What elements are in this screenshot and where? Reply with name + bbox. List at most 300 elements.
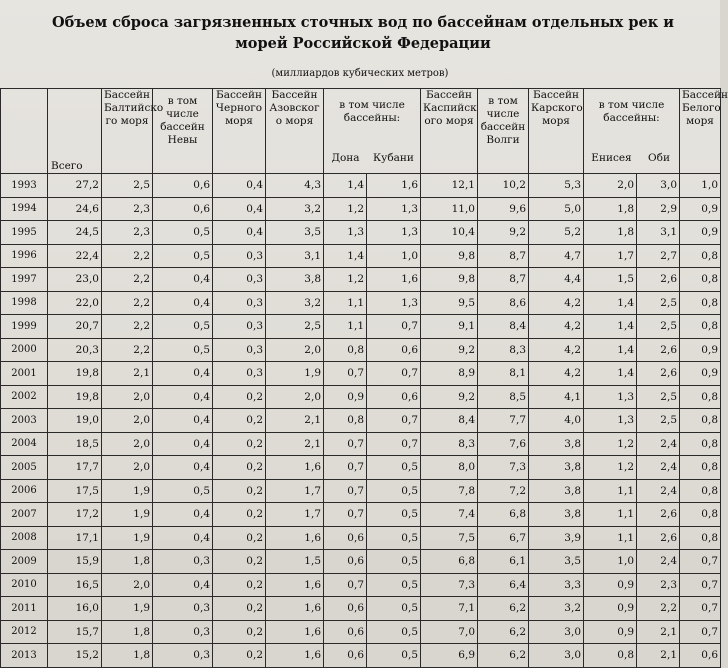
cell-kara: 3,5	[529, 550, 584, 574]
cell-kara: 3,0	[529, 644, 584, 668]
cell-caspian: 7,1	[421, 597, 478, 621]
cell-neva: 0,4	[153, 503, 213, 527]
header-yenisei: Енисея	[591, 152, 632, 164]
cell-kara: 4,2	[529, 362, 584, 386]
cell-kuban: 1,3	[367, 197, 421, 221]
cell-yenisei: 1,4	[584, 291, 637, 315]
cell-yenisei: 1,1	[584, 479, 637, 503]
cell-neva: 0,5	[153, 315, 213, 339]
year-cell: 1996	[1, 244, 48, 268]
table-row	[1, 268, 721, 292]
cell-baltic: 2,1	[102, 362, 153, 386]
cell-black-sea: 0,2	[213, 432, 266, 456]
cell-ob: 2,5	[637, 315, 680, 339]
cell-yenisei: 1,1	[584, 526, 637, 550]
header-total: Всего	[48, 89, 102, 174]
cell-yenisei: 1,2	[584, 432, 637, 456]
cell-total: 16,0	[48, 597, 102, 621]
data-table	[0, 88, 728, 668]
cell-total: 24,5	[48, 221, 102, 245]
cell-total: 19,0	[48, 409, 102, 433]
cell-volga: 6,1	[478, 550, 529, 574]
table-row	[1, 385, 721, 409]
cell-don: 0,8	[324, 338, 367, 362]
cell-yenisei: 1,4	[584, 315, 637, 339]
cell-caspian: 8,0	[421, 456, 478, 480]
cell-azov: 2,5	[266, 315, 324, 339]
table-row	[1, 456, 721, 480]
cell-yenisei: 0,9	[584, 620, 637, 644]
cell-volga: 6,4	[478, 573, 529, 597]
cell-kara: 4,4	[529, 268, 584, 292]
cell-don: 0,9	[324, 385, 367, 409]
cell-black-sea: 0,2	[213, 503, 266, 527]
header-azov-subgroup	[324, 89, 421, 174]
cell-azov: 1,6	[266, 573, 324, 597]
cell-don: 0,6	[324, 597, 367, 621]
cell-baltic: 2,3	[102, 197, 153, 221]
cell-black-sea: 0,2	[213, 550, 266, 574]
cell-kara: 5,2	[529, 221, 584, 245]
cell-caspian: 8,9	[421, 362, 478, 386]
year-cell: 1998	[1, 291, 48, 315]
cell-baltic: 2,0	[102, 432, 153, 456]
cell-total: 27,2	[48, 174, 102, 198]
year-cell: 1999	[1, 315, 48, 339]
cell-ob: 2,6	[637, 338, 680, 362]
cell-yenisei: 1,2	[584, 456, 637, 480]
table-row	[1, 362, 721, 386]
cell-black-sea: 0,2	[213, 573, 266, 597]
cell-kara: 5,0	[529, 197, 584, 221]
header-ob: Оби	[648, 152, 670, 164]
cell-yenisei: 1,1	[584, 503, 637, 527]
cell-kara: 3,3	[529, 573, 584, 597]
cell-white-sea: 0,8	[680, 268, 721, 292]
cell-volga: 8,3	[478, 338, 529, 362]
cell-neva: 0,4	[153, 268, 213, 292]
cell-azov: 2,0	[266, 385, 324, 409]
cell-white-sea: 0,9	[680, 221, 721, 245]
cell-black-sea: 0,4	[213, 174, 266, 198]
cell-kara: 4,0	[529, 409, 584, 433]
header-white-sea: Бассейн Белого моря	[680, 89, 721, 174]
cell-kuban: 0,7	[367, 362, 421, 386]
cell-kuban: 0,5	[367, 597, 421, 621]
table-row	[1, 221, 721, 245]
cell-black-sea: 0,2	[213, 597, 266, 621]
cell-white-sea: 0,8	[680, 526, 721, 550]
cell-black-sea: 0,3	[213, 244, 266, 268]
cell-volga: 6,7	[478, 526, 529, 550]
cell-don: 1,4	[324, 244, 367, 268]
table-row	[1, 503, 721, 527]
cell-azov: 3,1	[266, 244, 324, 268]
cell-kuban: 0,7	[367, 409, 421, 433]
cell-kuban: 1,6	[367, 268, 421, 292]
cell-volga: 8,6	[478, 291, 529, 315]
cell-kuban: 0,5	[367, 526, 421, 550]
cell-total: 15,2	[48, 644, 102, 668]
year-cell: 2000	[1, 338, 48, 362]
cell-kara: 3,8	[529, 432, 584, 456]
cell-yenisei: 2,0	[584, 174, 637, 198]
cell-white-sea: 1,0	[680, 174, 721, 198]
header-baltic: Бассейн Балтийско го моря	[102, 89, 153, 174]
cell-volga: 6,2	[478, 644, 529, 668]
cell-black-sea: 0,2	[213, 479, 266, 503]
cell-don: 1,3	[324, 221, 367, 245]
cell-caspian: 7,5	[421, 526, 478, 550]
cell-ob: 2,6	[637, 362, 680, 386]
cell-don: 0,6	[324, 620, 367, 644]
year-cell: 2001	[1, 362, 48, 386]
table-row	[1, 315, 721, 339]
cell-white-sea: 0,7	[680, 620, 721, 644]
units-subtitle: (миллиардов кубических метров)	[271, 68, 449, 79]
cell-white-sea: 0,8	[680, 385, 721, 409]
cell-baltic: 2,2	[102, 244, 153, 268]
cell-kara: 3,8	[529, 479, 584, 503]
header-caspian: Бассейн Каспийск ого моря	[421, 89, 478, 174]
cell-white-sea: 0,7	[680, 573, 721, 597]
cell-baltic: 2,0	[102, 573, 153, 597]
cell-total: 15,9	[48, 550, 102, 574]
cell-caspian: 9,5	[421, 291, 478, 315]
cell-caspian: 7,8	[421, 479, 478, 503]
cell-total: 20,7	[48, 315, 102, 339]
cell-kara: 3,9	[529, 526, 584, 550]
cell-yenisei: 1,4	[584, 362, 637, 386]
cell-don: 0,7	[324, 456, 367, 480]
cell-white-sea: 0,9	[680, 338, 721, 362]
cell-ob: 2,2	[637, 597, 680, 621]
cell-kara: 5,3	[529, 174, 584, 198]
cell-caspian: 12,1	[421, 174, 478, 198]
cell-white-sea: 0,8	[680, 456, 721, 480]
cell-white-sea: 0,7	[680, 597, 721, 621]
cell-volga: 6,8	[478, 503, 529, 527]
cell-neva: 0,6	[153, 174, 213, 198]
cell-neva: 0,5	[153, 221, 213, 245]
cell-volga: 7,3	[478, 456, 529, 480]
cell-volga: 8,1	[478, 362, 529, 386]
cell-baltic: 1,8	[102, 644, 153, 668]
year-cell: 1997	[1, 268, 48, 292]
cell-kuban: 0,5	[367, 620, 421, 644]
cell-ob: 2,4	[637, 432, 680, 456]
header-volga: в том числе бассейн Волги	[478, 89, 529, 174]
cell-caspian: 9,1	[421, 315, 478, 339]
cell-total: 17,5	[48, 479, 102, 503]
year-cell: 2003	[1, 409, 48, 433]
cell-don: 0,6	[324, 526, 367, 550]
cell-total: 16,5	[48, 573, 102, 597]
cell-neva: 0,4	[153, 456, 213, 480]
cell-volga: 7,2	[478, 479, 529, 503]
cell-total: 17,2	[48, 503, 102, 527]
cell-yenisei: 1,0	[584, 550, 637, 574]
cell-neva: 0,5	[153, 479, 213, 503]
cell-caspian: 9,8	[421, 244, 478, 268]
cell-neva: 0,3	[153, 620, 213, 644]
cell-caspian: 8,4	[421, 409, 478, 433]
cell-caspian: 6,9	[421, 644, 478, 668]
cell-azov: 2,1	[266, 432, 324, 456]
cell-caspian: 9,8	[421, 268, 478, 292]
header-kara-subgroup	[584, 89, 680, 174]
table-row	[1, 338, 721, 362]
cell-black-sea: 0,2	[213, 409, 266, 433]
cell-neva: 0,4	[153, 291, 213, 315]
cell-caspian: 7,3	[421, 573, 478, 597]
cell-white-sea: 0,8	[680, 479, 721, 503]
cell-total: 17,7	[48, 456, 102, 480]
cell-kuban: 0,6	[367, 385, 421, 409]
cell-volga: 8,4	[478, 315, 529, 339]
cell-black-sea: 0,3	[213, 268, 266, 292]
cell-kara: 3,8	[529, 503, 584, 527]
cell-white-sea: 0,8	[680, 291, 721, 315]
header-kara-incl: в том числе бассейны:	[598, 99, 665, 124]
cell-azov: 2,1	[266, 409, 324, 433]
cell-don: 1,1	[324, 291, 367, 315]
cell-yenisei: 1,7	[584, 244, 637, 268]
cell-ob: 2,5	[637, 409, 680, 433]
cell-white-sea: 0,8	[680, 409, 721, 433]
cell-volga: 8,7	[478, 244, 529, 268]
cell-kuban: 0,5	[367, 456, 421, 480]
cell-volga: 6,2	[478, 620, 529, 644]
cell-ob: 2,1	[637, 620, 680, 644]
header-azov: Бассейн Азовског о моря	[266, 89, 324, 174]
cell-yenisei: 1,8	[584, 221, 637, 245]
cell-volga: 9,6	[478, 197, 529, 221]
cell-baltic: 2,0	[102, 385, 153, 409]
cell-white-sea: 0,8	[680, 244, 721, 268]
cell-total: 19,8	[48, 362, 102, 386]
table-row	[1, 174, 721, 198]
cell-black-sea: 0,4	[213, 197, 266, 221]
header-neva: в том числе бассейн Невы	[153, 89, 213, 174]
year-cell: 2013	[1, 644, 48, 668]
year-cell: 2012	[1, 620, 48, 644]
cell-volga: 10,2	[478, 174, 529, 198]
cell-neva: 0,4	[153, 573, 213, 597]
cell-ob: 2,5	[637, 291, 680, 315]
cell-volga: 7,6	[478, 432, 529, 456]
cell-azov: 1,7	[266, 479, 324, 503]
cell-kara: 4,1	[529, 385, 584, 409]
cell-yenisei: 0,9	[584, 573, 637, 597]
year-cell: 1993	[1, 174, 48, 198]
cell-neva: 0,3	[153, 644, 213, 668]
cell-total: 19,8	[48, 385, 102, 409]
cell-ob: 3,0	[637, 174, 680, 198]
cell-total: 24,6	[48, 197, 102, 221]
cell-neva: 0,4	[153, 526, 213, 550]
cell-baltic: 1,8	[102, 550, 153, 574]
cell-don: 1,2	[324, 268, 367, 292]
cell-kara: 4,2	[529, 291, 584, 315]
cell-caspian: 8,3	[421, 432, 478, 456]
cell-total: 15,7	[48, 620, 102, 644]
header-row	[1, 89, 721, 174]
cell-don: 1,2	[324, 197, 367, 221]
cell-caspian: 10,4	[421, 221, 478, 245]
cell-volga: 8,5	[478, 385, 529, 409]
cell-baltic: 2,2	[102, 268, 153, 292]
cell-black-sea: 0,3	[213, 315, 266, 339]
cell-black-sea: 0,2	[213, 644, 266, 668]
cell-caspian: 6,8	[421, 550, 478, 574]
cell-kuban: 1,3	[367, 291, 421, 315]
table-row	[1, 409, 721, 433]
year-cell: 1994	[1, 197, 48, 221]
cell-don: 0,7	[324, 503, 367, 527]
cell-yenisei: 1,3	[584, 409, 637, 433]
cell-ob: 2,3	[637, 573, 680, 597]
cell-neva: 0,4	[153, 385, 213, 409]
cell-kara: 4,2	[529, 338, 584, 362]
cell-black-sea: 0,2	[213, 385, 266, 409]
cell-don: 0,7	[324, 432, 367, 456]
cell-black-sea: 0,3	[213, 338, 266, 362]
table-row	[1, 432, 721, 456]
cell-baltic: 2,2	[102, 338, 153, 362]
table-row	[1, 526, 721, 550]
table-row	[1, 244, 721, 268]
cell-white-sea: 0,7	[680, 550, 721, 574]
cell-kara: 4,2	[529, 315, 584, 339]
cell-yenisei: 0,9	[584, 597, 637, 621]
cell-ob: 2,6	[637, 268, 680, 292]
cell-don: 0,8	[324, 409, 367, 433]
cell-white-sea: 0,8	[680, 432, 721, 456]
cell-azov: 3,5	[266, 221, 324, 245]
cell-kuban: 0,5	[367, 573, 421, 597]
cell-azov: 1,9	[266, 362, 324, 386]
cell-black-sea: 0,2	[213, 526, 266, 550]
year-cell: 2005	[1, 456, 48, 480]
cell-don: 0,6	[324, 644, 367, 668]
cell-white-sea: 0,8	[680, 315, 721, 339]
cell-kara: 4,7	[529, 244, 584, 268]
header-black-sea: Бассейн Черного моря	[213, 89, 266, 174]
cell-ob: 2,1	[637, 644, 680, 668]
year-cell: 2007	[1, 503, 48, 527]
cell-kara: 3,0	[529, 620, 584, 644]
cell-kuban: 0,5	[367, 479, 421, 503]
year-cell: 1995	[1, 221, 48, 245]
cell-kara: 3,8	[529, 456, 584, 480]
cell-kuban: 0,5	[367, 503, 421, 527]
cell-kuban: 0,5	[367, 550, 421, 574]
cell-ob: 2,6	[637, 503, 680, 527]
cell-don: 0,7	[324, 573, 367, 597]
cell-volga: 9,2	[478, 221, 529, 245]
cell-ob: 2,7	[637, 244, 680, 268]
cell-total: 22,4	[48, 244, 102, 268]
header-don: Дона	[331, 152, 360, 164]
cell-kuban: 0,5	[367, 644, 421, 668]
cell-baltic: 2,2	[102, 315, 153, 339]
cell-neva: 0,4	[153, 362, 213, 386]
cell-volga: 6,2	[478, 597, 529, 621]
cell-white-sea: 0,6	[680, 644, 721, 668]
cell-total: 23,0	[48, 268, 102, 292]
cell-black-sea: 0,4	[213, 221, 266, 245]
cell-neva: 0,3	[153, 550, 213, 574]
year-cell: 2008	[1, 526, 48, 550]
cell-neva: 0,4	[153, 409, 213, 433]
cell-total: 22,0	[48, 291, 102, 315]
cell-ob: 2,6	[637, 526, 680, 550]
table-row	[1, 197, 721, 221]
cell-don: 0,6	[324, 550, 367, 574]
cell-baltic: 2,0	[102, 409, 153, 433]
cell-azov: 1,6	[266, 620, 324, 644]
cell-black-sea: 0,3	[213, 362, 266, 386]
cell-baltic: 1,9	[102, 503, 153, 527]
cell-total: 18,5	[48, 432, 102, 456]
cell-black-sea: 0,3	[213, 291, 266, 315]
cell-yenisei: 1,3	[584, 385, 637, 409]
cell-neva: 0,3	[153, 597, 213, 621]
cell-white-sea: 0,9	[680, 197, 721, 221]
cell-white-sea: 0,9	[680, 362, 721, 386]
cell-azov: 1,5	[266, 550, 324, 574]
cell-baltic: 2,3	[102, 221, 153, 245]
cell-azov: 1,7	[266, 503, 324, 527]
cell-baltic: 2,5	[102, 174, 153, 198]
cell-baltic: 2,0	[102, 456, 153, 480]
cell-caspian: 7,4	[421, 503, 478, 527]
cell-ob: 2,4	[637, 479, 680, 503]
cell-ob: 2,4	[637, 456, 680, 480]
cell-ob: 2,4	[637, 550, 680, 574]
year-cell: 2011	[1, 597, 48, 621]
cell-volga: 8,7	[478, 268, 529, 292]
cell-kuban: 1,6	[367, 174, 421, 198]
cell-baltic: 1,9	[102, 479, 153, 503]
cell-total: 20,3	[48, 338, 102, 362]
cell-neva: 0,5	[153, 244, 213, 268]
cell-caspian: 7,0	[421, 620, 478, 644]
cell-azov: 3,2	[266, 197, 324, 221]
header-year	[1, 89, 48, 174]
cell-kuban: 0,7	[367, 315, 421, 339]
year-cell: 2009	[1, 550, 48, 574]
cell-don: 0,7	[324, 362, 367, 386]
cell-baltic: 1,9	[102, 597, 153, 621]
cell-don: 0,7	[324, 479, 367, 503]
cell-azov: 3,2	[266, 291, 324, 315]
cell-yenisei: 1,8	[584, 197, 637, 221]
cell-baltic: 2,2	[102, 291, 153, 315]
cell-caspian: 9,2	[421, 385, 478, 409]
cell-black-sea: 0,2	[213, 620, 266, 644]
cell-ob: 2,5	[637, 385, 680, 409]
cell-ob: 3,1	[637, 221, 680, 245]
cell-azov: 3,8	[266, 268, 324, 292]
cell-baltic: 1,9	[102, 526, 153, 550]
cell-total: 17,1	[48, 526, 102, 550]
cell-caspian: 11,0	[421, 197, 478, 221]
cell-kuban: 0,7	[367, 432, 421, 456]
table-row	[1, 291, 721, 315]
year-cell: 2002	[1, 385, 48, 409]
